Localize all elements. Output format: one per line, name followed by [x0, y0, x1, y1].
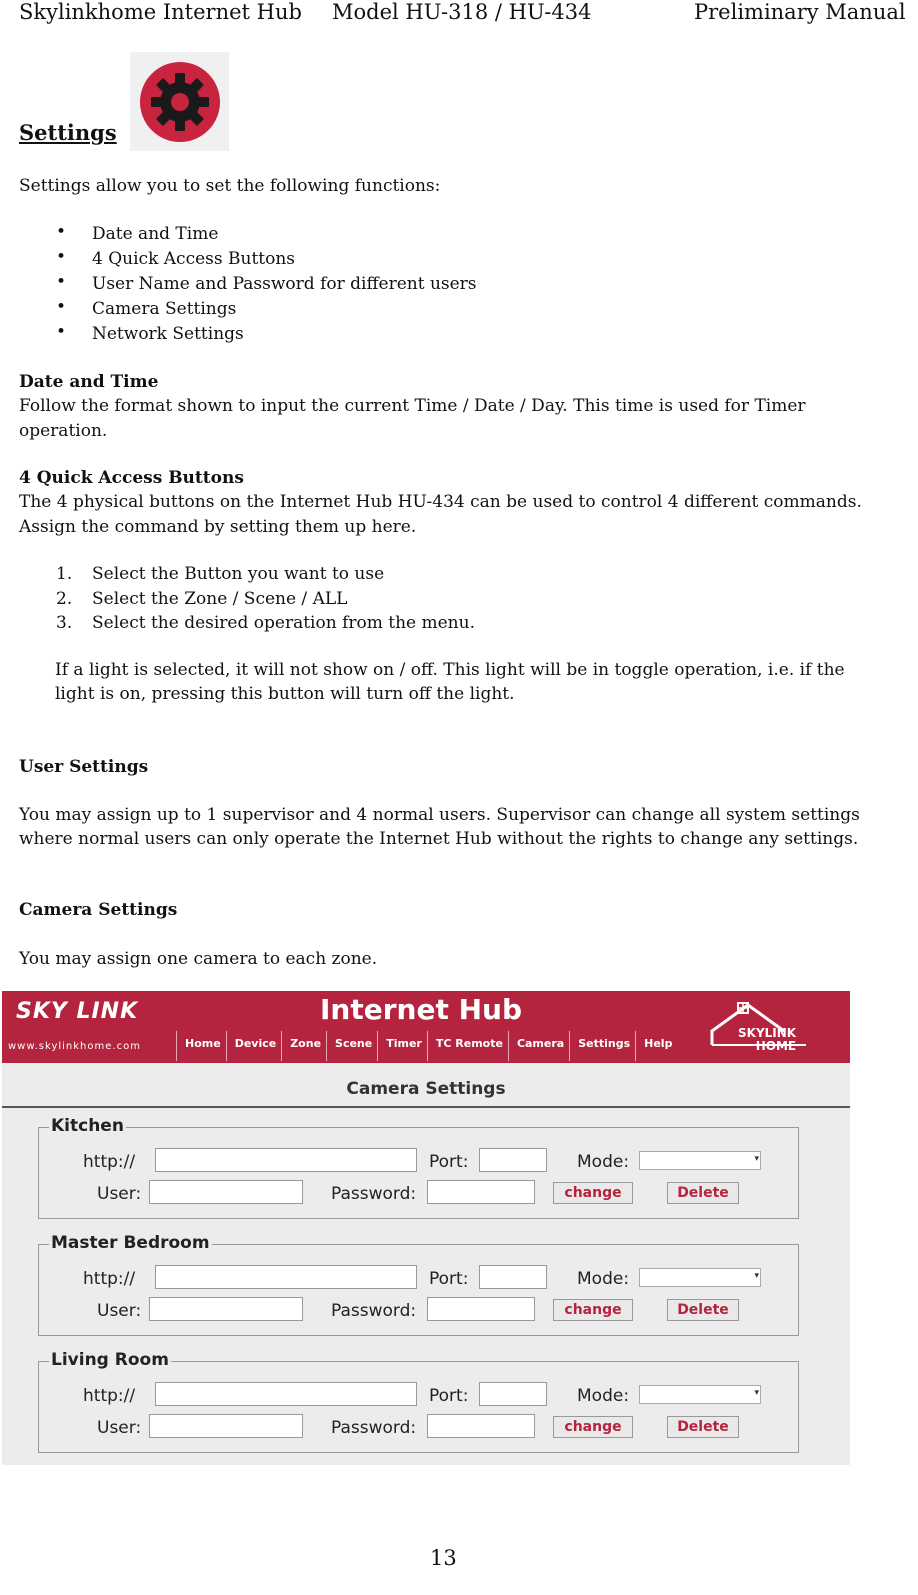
delete-button[interactable]: Delete — [667, 1299, 739, 1321]
mode-label: Mode: — [577, 1152, 630, 1172]
mode-label: Mode: — [577, 1269, 630, 1289]
section-heading-user-settings: User Settings — [19, 757, 149, 777]
password-input[interactable] — [427, 1180, 535, 1204]
camera-settings-heading: Camera Settings — [346, 1079, 506, 1099]
main-nav — [176, 1031, 677, 1061]
settings-intro: Settings allow you to set the following functions: — [19, 176, 441, 196]
camera-url-input[interactable] — [155, 1265, 417, 1289]
section-heading-quick-access: 4 Quick Access Buttons — [19, 468, 244, 488]
port-label: Port: — [429, 1152, 469, 1172]
dropdown-arrow-icon: ▾ — [754, 1154, 759, 1164]
list-item: Camera Settings — [92, 299, 237, 319]
http-label: http:// — [83, 1386, 136, 1406]
camera-settings-screenshot — [2, 991, 850, 1465]
port-input[interactable] — [479, 1148, 547, 1172]
http-label: http:// — [83, 1269, 136, 1289]
zone-camera-fieldset — [38, 1350, 799, 1453]
nav-camera[interactable]: Camera — [508, 1031, 569, 1061]
zone-name: Living Room — [51, 1350, 169, 1370]
page-number: 13 — [430, 1546, 457, 1570]
paragraph-line: The 4 physical buttons on the Internet Hub HU-434 can be used to control 4 different commands. — [19, 492, 862, 512]
nav-home[interactable]: Home — [176, 1031, 226, 1061]
nav-help[interactable]: Help — [635, 1031, 677, 1061]
step-text: Select the Zone / Scene / ALL — [92, 589, 348, 609]
mode-label: Mode: — [577, 1386, 630, 1406]
password-label: Password: — [331, 1301, 417, 1321]
bullet-icon: • — [56, 222, 67, 242]
section-heading-date-time: Date and Time — [19, 372, 159, 392]
nav-settings[interactable]: Settings — [569, 1031, 635, 1061]
paragraph-line: You may assign up to 1 supervisor and 4 normal users. Supervisor can change all system settings — [19, 805, 860, 825]
zone-name: Master Bedroom — [51, 1233, 210, 1253]
dropdown-arrow-icon: ▾ — [754, 1388, 759, 1398]
user-input[interactable] — [149, 1414, 303, 1438]
change-button[interactable]: change — [553, 1416, 633, 1438]
password-label: Password: — [331, 1418, 417, 1438]
mode-select[interactable] — [639, 1268, 761, 1287]
list-item: User Name and Password for different users — [92, 274, 477, 294]
house-logo-text: SKYLINK HOME — [738, 1026, 797, 1053]
section-heading-camera-settings: Camera Settings — [19, 900, 178, 920]
zone-camera-fieldset — [38, 1233, 799, 1336]
bullet-icon: • — [56, 322, 67, 342]
nav-scene[interactable]: Scene — [326, 1031, 377, 1061]
skylink-logo: SKY LINK — [16, 999, 139, 1024]
port-label: Port: — [429, 1386, 469, 1406]
paragraph-line: Assign the command by setting them up here. — [19, 517, 417, 537]
zone-camera-fieldset — [38, 1116, 799, 1219]
settings-icon-frame — [130, 52, 229, 151]
dropdown-arrow-icon: ▾ — [754, 1271, 759, 1281]
mode-select[interactable] — [639, 1151, 761, 1170]
port-input[interactable] — [479, 1382, 547, 1406]
http-label: http:// — [83, 1152, 136, 1172]
list-item: Network Settings — [92, 324, 244, 344]
gear-icon — [130, 52, 229, 151]
bullet-icon: • — [56, 272, 67, 292]
password-input[interactable] — [427, 1414, 535, 1438]
password-input[interactable] — [427, 1297, 535, 1321]
paragraph-line: You may assign one camera to each zone. — [19, 949, 378, 969]
mode-select[interactable] — [639, 1385, 761, 1404]
step-number: 2. — [56, 589, 73, 609]
paragraph-line: where normal users can only operate the Internet Hub without the rights to change any settings. — [19, 829, 859, 849]
bullet-icon: • — [56, 297, 67, 317]
port-input[interactable] — [479, 1265, 547, 1289]
note-line: If a light is selected, it will not show on / off. This light will be in toggle operation, i.e. if the — [55, 660, 845, 680]
user-label: User: — [97, 1184, 142, 1204]
zone-name: Kitchen — [51, 1116, 124, 1136]
list-item: 4 Quick Access Buttons — [92, 249, 296, 269]
step-number: 3. — [56, 613, 73, 633]
delete-button[interactable]: Delete — [667, 1182, 739, 1204]
password-label: Password: — [331, 1184, 417, 1204]
divider — [2, 1106, 850, 1108]
list-item: Date and Time — [92, 224, 219, 244]
app-title: Internet Hub — [320, 993, 523, 1026]
step-text: Select the desired operation from the menu. — [92, 613, 475, 633]
step-text: Select the Button you want to use — [92, 564, 385, 584]
change-button[interactable]: change — [553, 1182, 633, 1204]
header-center: Model HU-318 / HU-434 — [332, 0, 592, 24]
delete-button[interactable]: Delete — [667, 1416, 739, 1438]
logo-url: www.skylinkhome.com — [8, 1041, 141, 1052]
app-banner — [2, 991, 850, 1063]
change-button[interactable]: change — [553, 1299, 633, 1321]
nav-device[interactable]: Device — [226, 1031, 282, 1061]
user-label: User: — [97, 1301, 142, 1321]
user-input[interactable] — [149, 1180, 303, 1204]
port-label: Port: — [429, 1269, 469, 1289]
nav-timer[interactable]: Timer — [377, 1031, 427, 1061]
paragraph-line: operation. — [19, 421, 108, 441]
header-left: Skylinkhome Internet Hub — [19, 0, 302, 24]
user-input[interactable] — [149, 1297, 303, 1321]
nav-zone[interactable]: Zone — [281, 1031, 326, 1061]
header-right: Preliminary Manual — [694, 0, 906, 24]
camera-url-input[interactable] — [155, 1382, 417, 1406]
page-title: Settings — [19, 120, 117, 145]
note-line: light is on, pressing this button will turn off the light. — [55, 684, 515, 704]
camera-url-input[interactable] — [155, 1148, 417, 1172]
step-number: 1. — [56, 564, 73, 584]
bullet-icon: • — [56, 247, 67, 267]
paragraph-line: Follow the format shown to input the current Time / Date / Day. This time is used for Timer — [19, 396, 806, 416]
nav-tc-remote[interactable]: TC Remote — [427, 1031, 508, 1061]
user-label: User: — [97, 1418, 142, 1438]
